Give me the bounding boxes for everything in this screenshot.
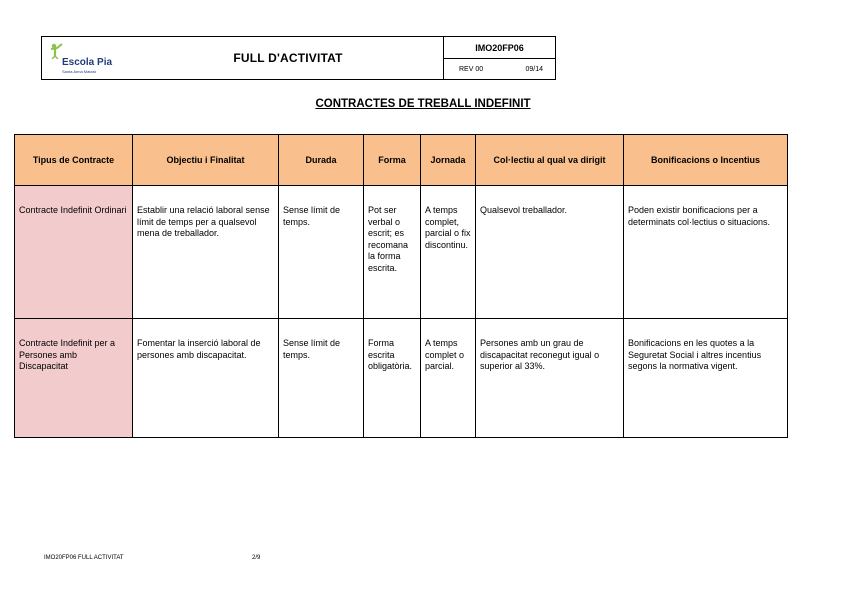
header-collectiu: Col·lectiu al qual va dirigit <box>476 135 624 186</box>
cell-tipus: Contracte Indefinit Ordinari <box>15 186 133 319</box>
logo-subtitle: Santa Anna Mataró <box>62 69 97 74</box>
header-bonificacions: Bonificacions o Incentius <box>624 135 788 186</box>
revision-date: 09/14 <box>525 65 543 73</box>
logo-box <box>41 36 133 80</box>
cell-objectiu: Establir una relació laboral sense límit de temps per a qualsevol mena de treballador. <box>133 186 279 319</box>
revision-label: REV 00 <box>459 65 484 73</box>
table-header-row <box>15 135 788 186</box>
cell-jornada: A temps complet, parcial o fix discontinu. <box>421 186 476 319</box>
cell-collectiu: Persones amb un grau de discapacitat reconegut igual o superior al 33%. <box>476 319 624 438</box>
header-jornada: Jornada <box>421 135 476 186</box>
form-code-box <box>443 36 556 80</box>
escola-pia-logo <box>50 43 130 77</box>
cell-durada: Sense límit de temps. <box>279 186 364 319</box>
cell-jornada: A temps complet o parcial. <box>421 319 476 438</box>
form-code: IMO20FP06 <box>444 37 555 59</box>
cell-forma: Pot ser verbal o escrit; es recomana la forma escrita. <box>364 186 421 319</box>
cell-bonificacions: Poden existir bonificacions per a determinats col·lectius o situacions. <box>624 186 788 319</box>
header-durada: Durada <box>279 135 364 186</box>
header-forma: Forma <box>364 135 421 186</box>
cell-objectiu: Fomentar la inserció laboral de persones amb discapacitat. <box>133 319 279 438</box>
document-title <box>0 94 848 112</box>
contracts-table <box>14 134 788 438</box>
header-objectiu: Objectiu i Finalitat <box>133 135 279 186</box>
cell-durada: Sense límit de temps. <box>279 319 364 438</box>
cell-collectiu: Qualsevol treballador. <box>476 186 624 319</box>
document-title-text: CONTRACTES DE TREBALL INDEFINIT <box>315 98 531 110</box>
cell-forma: Forma escrita obligatòria. <box>364 319 421 438</box>
table-row <box>15 319 788 438</box>
cell-bonificacions: Bonificacions en les quotes a la Seguretat Social i altres incentius segons la normativa vigent. <box>624 319 788 438</box>
form-title: FULL D'ACTIVITAT <box>133 36 443 80</box>
logo-name: Escola Pia <box>62 57 113 68</box>
revision-row <box>444 59 555 79</box>
header-tipus: Tipus de Contracte <box>15 135 133 186</box>
footer-page-number: 2/9 <box>252 555 261 561</box>
table-row <box>15 186 788 319</box>
footer-label: IMO20FP06 FULL ACTIVITAT <box>44 555 124 561</box>
cell-tipus: Contracte Indefinit per a Persones amb Discapacitat <box>15 319 133 438</box>
